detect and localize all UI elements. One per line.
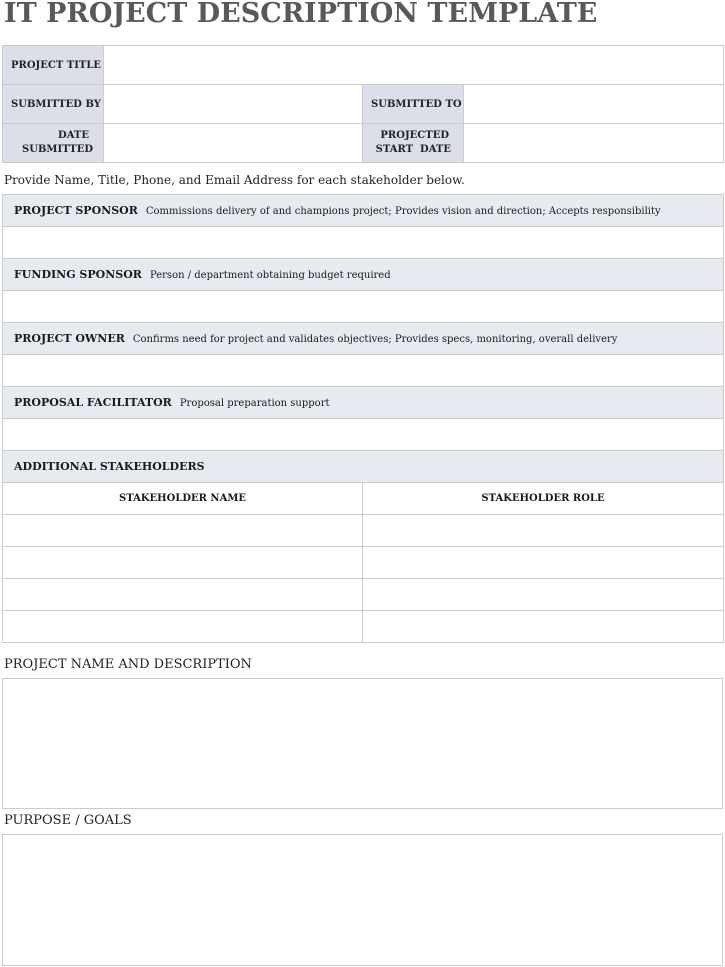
submitted-by-field[interactable] [104,85,363,124]
funding-sponsor-description: Person / department obtaining budget required [149,270,391,281]
funding-sponsor-title: FUNDING SPONSOR [14,268,142,281]
table-row [3,579,724,611]
stakeholder-instructions: Provide Name, Title, Phone, and Email Address for each stakeholder below. [4,173,465,187]
proposal-facilitator-field[interactable] [3,419,724,451]
submitted-to-label: SUBMITTED TO [363,85,464,124]
projected-start-label-line2: START DATE [375,144,451,155]
project-title-label: PROJECT TITLE [3,46,104,85]
date-submitted-label [3,124,104,163]
project-name-description-field[interactable] [2,678,723,809]
funding-sponsor-field[interactable] [3,291,724,323]
project-title-field[interactable] [104,46,724,85]
stakeholders-table [2,194,724,643]
submitted-by-label: SUBMITTED BY [3,85,104,124]
stakeholder-role-field[interactable] [363,547,724,579]
project-name-description-label: PROJECT NAME AND DESCRIPTION [4,657,252,672]
stakeholder-name-field[interactable] [3,547,363,579]
table-row [3,515,724,547]
purpose-goals-field[interactable] [2,834,723,966]
project-sponsor-header [3,195,724,227]
table-row [3,547,724,579]
purpose-goals-label: PURPOSE / GOALS [4,813,132,828]
project-owner-title: PROJECT OWNER [14,332,125,345]
date-submitted-field[interactable] [104,124,363,163]
additional-stakeholders-header [3,451,724,483]
stakeholder-role-field[interactable] [363,515,724,547]
stakeholder-role-column-header: STAKEHOLDER ROLE [363,483,724,515]
additional-stakeholders-title: ADDITIONAL STAKEHOLDERS [14,460,205,473]
stakeholder-name-field[interactable] [3,579,363,611]
proposal-facilitator-title: PROPOSAL FACILITATOR [14,396,172,409]
projected-start-label [363,124,464,163]
proposal-facilitator-description: Proposal preparation support [179,398,330,409]
stakeholder-role-field[interactable] [363,579,724,611]
project-owner-field[interactable] [3,355,724,387]
table-row [3,611,724,643]
project-owner-header [3,323,724,355]
page-title: IT PROJECT DESCRIPTION TEMPLATE [4,0,598,29]
project-owner-description: Confirms need for project and validates objectives; Provides specs, monitoring, overall delivery [132,334,618,345]
stakeholder-name-field[interactable] [3,515,363,547]
project-sponsor-description: Commissions delivery of and champions project; Provides vision and direction; Accepts responsibility [145,206,661,217]
funding-sponsor-header [3,259,724,291]
project-sponsor-title: PROJECT SPONSOR [14,204,138,217]
date-submitted-label-line2: SUBMITTED [22,144,93,155]
proposal-facilitator-header [3,387,724,419]
submitted-to-field[interactable] [464,85,724,124]
projected-start-field[interactable] [464,124,724,163]
stakeholder-name-field[interactable] [3,611,363,643]
stakeholder-name-column-header: STAKEHOLDER NAME [3,483,363,515]
date-submitted-label-line1: DATE [58,130,89,141]
projected-start-label-line1: PROJECTED [380,130,449,141]
project-header-table [2,45,724,163]
stakeholder-role-field[interactable] [363,611,724,643]
project-sponsor-field[interactable] [3,227,724,259]
